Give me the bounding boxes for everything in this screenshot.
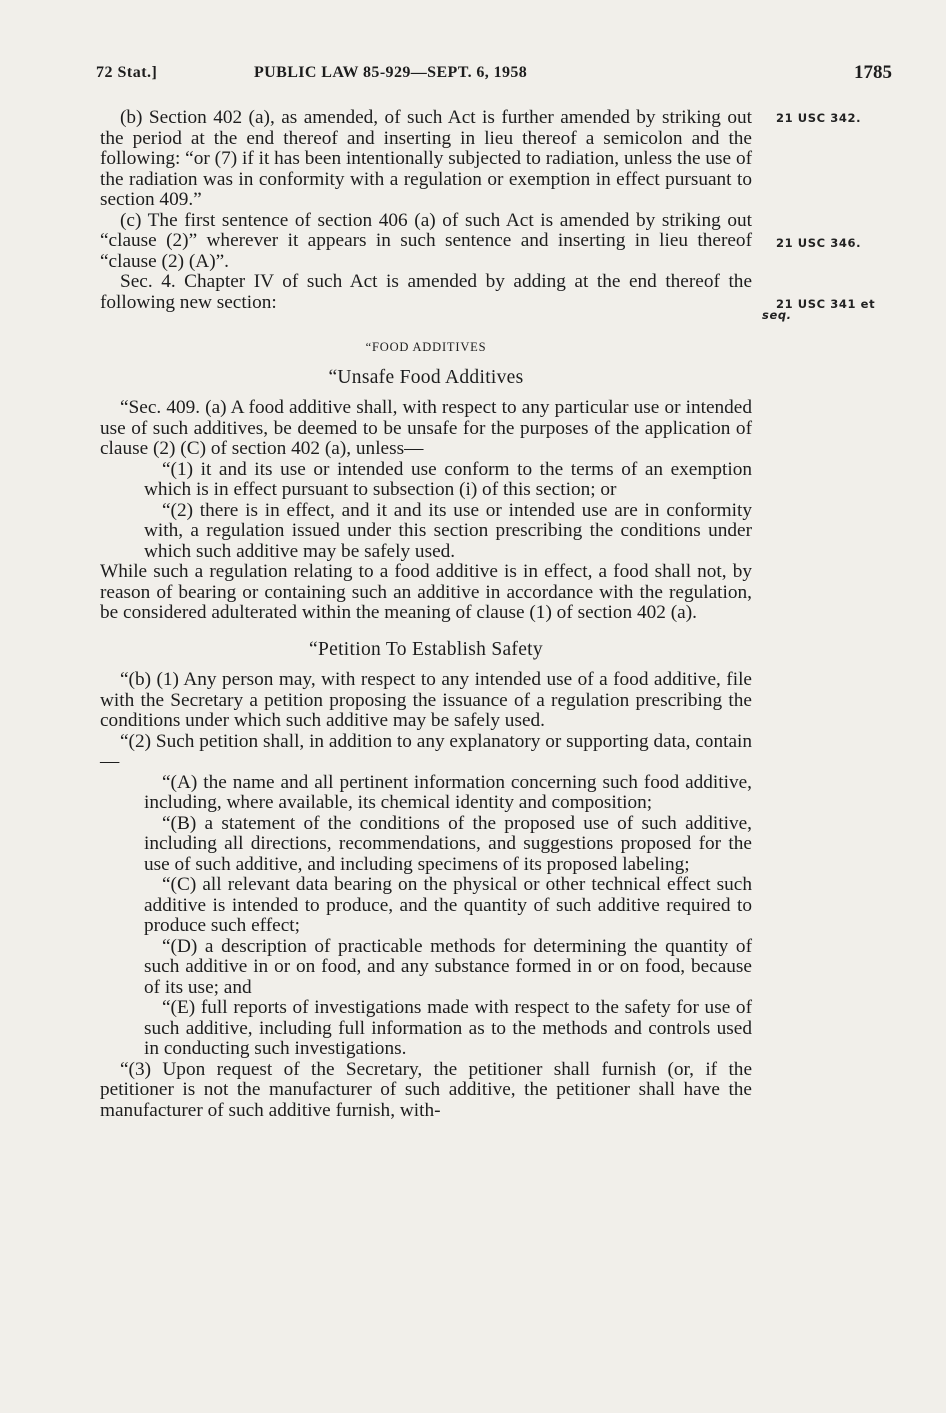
sec409-b3: “(3) Upon request of the Secretary, the petitioner shall furnish (or, if the petitioner is not the manufacturer of such additive, the petitioner shall have the manufacturer of such additive furnish, with- bbox=[100, 1058, 752, 1121]
page-number: 1785 bbox=[854, 62, 892, 83]
margin-note-line1: 21 USC 341 et bbox=[776, 297, 876, 311]
law-title: PUBLIC LAW 85-929—SEPT. 6, 1958 bbox=[254, 64, 528, 81]
sec409-bD: “(D) a description of practicable methods for determining the quantity of such additive in or on food, and any substance formed in or on food, because of its use; and bbox=[144, 935, 752, 998]
sec409-b2: “(2) Such petition shall, in addition to any explanatory or supporting data, contain— bbox=[100, 730, 752, 772]
statute-volume: 72 Stat.] bbox=[96, 64, 158, 81]
heading-petition-safety: “Petition To Establish Safety bbox=[309, 638, 543, 660]
paragraph-c: (c) The first sentence of section 406 (a) of such Act is amended by striking out “clause (2)” wherever it appears in such sentence and inserting in lieu thereof “clause (2) (A)”. bbox=[100, 209, 752, 272]
sec409-a2: “(2) there is in effect, and it and its use or intended use are in conformity with, a regulation issued under this section prescribing the conditions under which such additive may be safely used. bbox=[144, 499, 752, 562]
document-body bbox=[100, 108, 752, 1121]
sec409-bB: “(B) a statement of the conditions of the proposed use of such additive, including all directions, recommendations, and suggestions proposed for the use of such additive, and including specimens of its proposed labeling; bbox=[144, 812, 752, 875]
sec409-bA: “(A) the name and all pertinent information concerning such food additive, including, where available, its chemical identity and composition; bbox=[144, 771, 752, 813]
margin-note-21usc341 bbox=[762, 297, 876, 322]
heading-unsafe-food-additives: “Unsafe Food Additives bbox=[328, 366, 524, 388]
sec409-a-while: While such a regulation relating to a food additive is in effect, a food shall not, by reason of bearing or containing such an additive in accordance with the regulation, be considered adulterated within the meaning of clause (1) of section 402 (a). bbox=[100, 561, 752, 623]
heading-food-additives: “FOOD ADDITIVES bbox=[365, 340, 487, 354]
margin-note-21usc342: 21 USC 342. bbox=[776, 111, 862, 125]
sec409-a1: “(1) it and its use or intended use conform to the terms of an exemption which is in effect pursuant to subsection (i) of this section; or bbox=[144, 458, 752, 500]
margin-note-line2: seq. bbox=[762, 308, 792, 322]
paragraph-sec4: Sec. 4. Chapter IV of such Act is amended by adding at the end thereof the following new section: bbox=[100, 271, 752, 313]
sec409-a-intro: “Sec. 409. (a) A food additive shall, with respect to any particular use or intended use of such additives, be deemed to be unsafe for the purposes of the application of clause (2) (C) of section 402 (a), unless— bbox=[100, 397, 752, 459]
sec409-bE: “(E) full reports of investigations made with respect to the safety for use of such additive, including full information as to the methods and controls used in conducting such investigations. bbox=[144, 997, 752, 1059]
sec409-bC: “(C) all relevant data bearing on the physical or other technical effect such additive is intended to produce, and the quantity of such additive required to produce such effect; bbox=[144, 874, 752, 936]
page-header bbox=[96, 62, 896, 84]
paragraph-b: (b) Section 402 (a), as amended, of such Act is further amended by striking out the period at the end thereof and inserting in lieu thereof a semicolon and the following: “or (7) if it has been intentionally subjected to radiation, unless the use of the radiation was in conformity with a regulation or exemption in effect pursuant to section 409.” bbox=[100, 107, 752, 210]
sec409-b1: “(b) (1) Any person may, with respect to any intended use of a food additive, file with the Secretary a petition proposing the issuance of a regulation prescribing the conditions under which such additive may be safely used. bbox=[100, 669, 752, 731]
margin-note-21usc346: 21 USC 346. bbox=[776, 236, 862, 250]
